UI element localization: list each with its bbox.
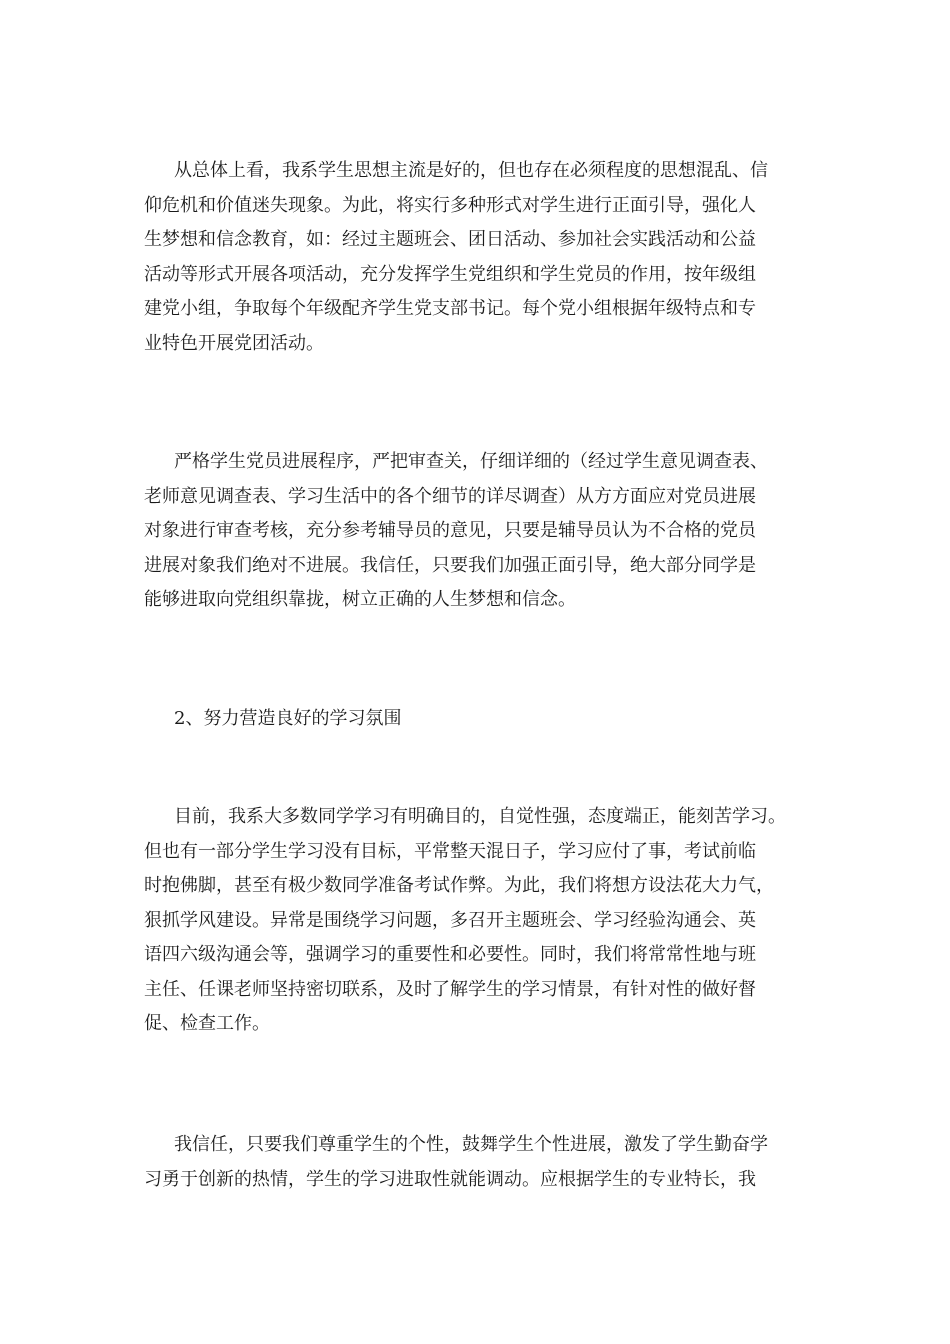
text-line: 严格学生党员进展程序，严把审查关，仔细详细的（经过学生意见调查表、 bbox=[174, 451, 768, 472]
paragraph-study-atmosphere bbox=[144, 800, 824, 1042]
text-line: 对象进行审查考核，充分参考辅导员的意见，只要是辅导员认为不合格的党员 bbox=[144, 520, 756, 541]
text-line: 目前，我系大多数同学学习有明确目的，自觉性强，态度端正，能刻苦学习。 bbox=[174, 806, 786, 827]
paragraph-ideology bbox=[144, 154, 824, 361]
text-line: 狠抓学风建设。异常是围绕学习问题，多召开主题班会、学习经验沟通会、英 bbox=[144, 909, 756, 931]
text-line: 主任、任课老师坚持密切联系，及时了解学生的学习情景，有针对性的做好督 bbox=[144, 978, 756, 1000]
paragraph-party-members bbox=[144, 445, 824, 618]
text-line: 语四六级沟通会等，强调学习的重要性和必要性。同时，我们将常常性地与班 bbox=[144, 944, 756, 965]
heading-line: 2、努力营造良好的学习氛围 bbox=[174, 708, 402, 729]
text-line: 活动等形式开展各项活动，充分发挥学生党组织和学生党员的作用，按年级组 bbox=[144, 263, 756, 285]
text-line: 仰危机和价值迷失现象。为此，将实行多种形式对学生进行正面引导，强化人 bbox=[144, 194, 756, 216]
text-line: 老师意见调查表、学习生活中的各个细节的详尽调查）从方方面应对党员进展 bbox=[144, 485, 756, 507]
text-line: 促、检查工作。 bbox=[144, 1013, 270, 1034]
text-line: 进展对象我们绝对不进展。我信任，只要我们加强正面引导，绝大部分同学是 bbox=[144, 554, 756, 576]
text-line: 能够进取向党组织靠拢，树立正确的人生梦想和信念。 bbox=[144, 589, 576, 610]
text-line: 时抱佛脚，甚至有极少数同学准备考试作弊。为此，我们将想方设法花大力气， bbox=[144, 875, 774, 896]
text-line: 但也有一部分学生学习没有目标，平常整天混日子，学习应付了事，考试前临 bbox=[144, 840, 756, 862]
text-line: 生梦想和信念教育，如：经过主题班会、团日活动、参加社会实践活动和公益 bbox=[144, 229, 756, 250]
text-line: 习勇于创新的热情，学生的学习进取性就能调动。应根据学生的专业特长，我 bbox=[144, 1168, 756, 1190]
text-line: 建党小组，争取每个年级配齐学生党支部书记。每个党小组根据年级特点和专 bbox=[144, 298, 756, 319]
text-line: 业特色开展党团活动。 bbox=[144, 332, 324, 354]
text-line: 从总体上看，我系学生思想主流是好的，但也存在必须程度的思想混乱、信 bbox=[174, 160, 768, 181]
paragraph-individuality bbox=[144, 1128, 824, 1197]
text-line: 我信任，只要我们尊重学生的个性，鼓舞学生个性进展，激发了学生勤奋学 bbox=[174, 1134, 768, 1155]
section-heading bbox=[144, 702, 824, 737]
